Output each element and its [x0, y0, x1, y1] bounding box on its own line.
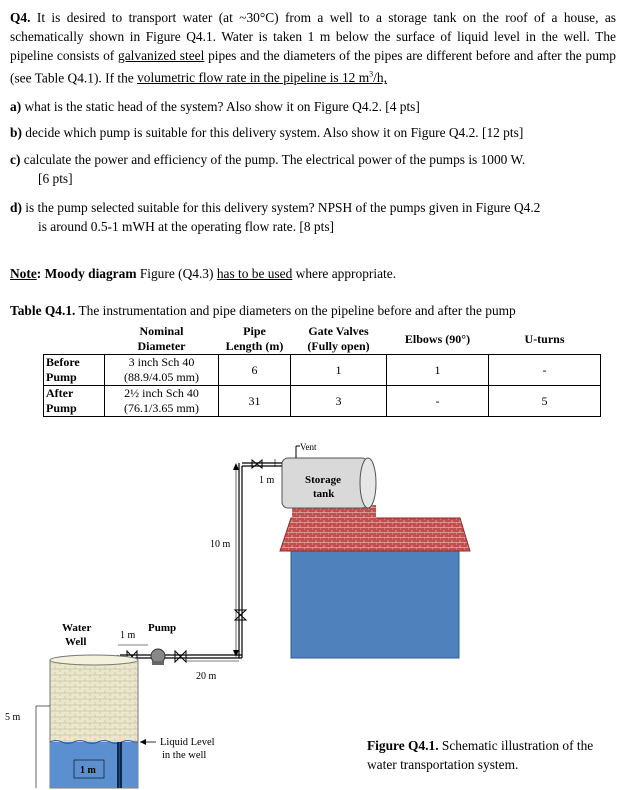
tank-label-2: tank [313, 488, 335, 500]
gate-valve-top [252, 460, 262, 468]
pump-label: Pump [148, 622, 177, 634]
table-row: After Pump 2½ inch Sch 40 (76.1/3.65 mm) 31 3 - 5 [44, 386, 601, 417]
part-a: a) what is the static head of the system? Also show it on Figure Q4.2. [4 pts] [10, 99, 420, 114]
part-b: b) decide which pump is suitable for this delivery system. Also show it on Figure Q4.2. [12 pts] [10, 125, 524, 140]
dim-1m-well: 1 m [80, 765, 96, 776]
pump [151, 649, 165, 663]
table-header-row: Nominal Diameter Pipe Length (m) Gate Valves (Fully open) Elbows (90°) U-turns [137, 324, 565, 353]
gate-valve-riser [235, 610, 246, 620]
dim-10m: 10 m [210, 539, 231, 550]
gate-valve-discharge [175, 651, 186, 662]
dim-20m: 20 m [196, 671, 217, 682]
question-number: Q4. [10, 10, 31, 25]
vent-label: Vent [300, 442, 317, 452]
house-roof [280, 518, 470, 551]
flow-rate-text: volumetric flow rate in the pipeline is 12 $m^3/h$, [137, 70, 387, 86]
part-d: d) is the pump selected suitable for this delivery system? NPSH of the pumps given in Figure Q4.2 is around 0.5-1 mWH at the operating flow rate. [8 pts] [10, 200, 541, 234]
dim-1m-pump: 1 m [120, 630, 136, 641]
water-well-label-1: Water [62, 622, 92, 634]
figure-caption: Figure Q4.1. Schematic illustration of the water transportation system. [367, 738, 594, 772]
dim-5m: 5 m [5, 712, 21, 723]
tank-label-1: Storage [305, 474, 342, 486]
house-body [291, 550, 459, 658]
liquid-level-label-2: in the well [162, 750, 207, 761]
table-row: Before Pump 3 inch Sch 40 (88.9/4.05 mm) 6 1 1 - [44, 355, 601, 386]
note: Note: Moody diagram Figure (Q4.3) has to be used where appropriate. [10, 266, 397, 281]
water-well-label-2: Well [65, 636, 87, 648]
question-intro: Q4. It is desired to transport water (at ~30°C) from a well to a storage tank on the roof of a house, as schematically shown in Figure Q4.1. Water is taken 1 m below the surface of liquid level in the well. The pipeline consists of galvanized steel pipes and the diameters of the pipes are different before and after the pump (see Table Q4.1). If the volumetric flow rate in the pipeline is 12 $m^3/h$, [10, 10, 616, 86]
liquid-level-label-1: Liquid Level [160, 737, 215, 748]
dim-1m-top: 1 m [259, 475, 275, 486]
part-c: c) calculate the power and efficiency of the pump. The electrical power of the pumps is 1000 W. [6 pts] [10, 152, 526, 186]
table-caption: Table Q4.1. The instrumentation and pipe diameters on the pipeline before and after the pump [10, 303, 516, 318]
